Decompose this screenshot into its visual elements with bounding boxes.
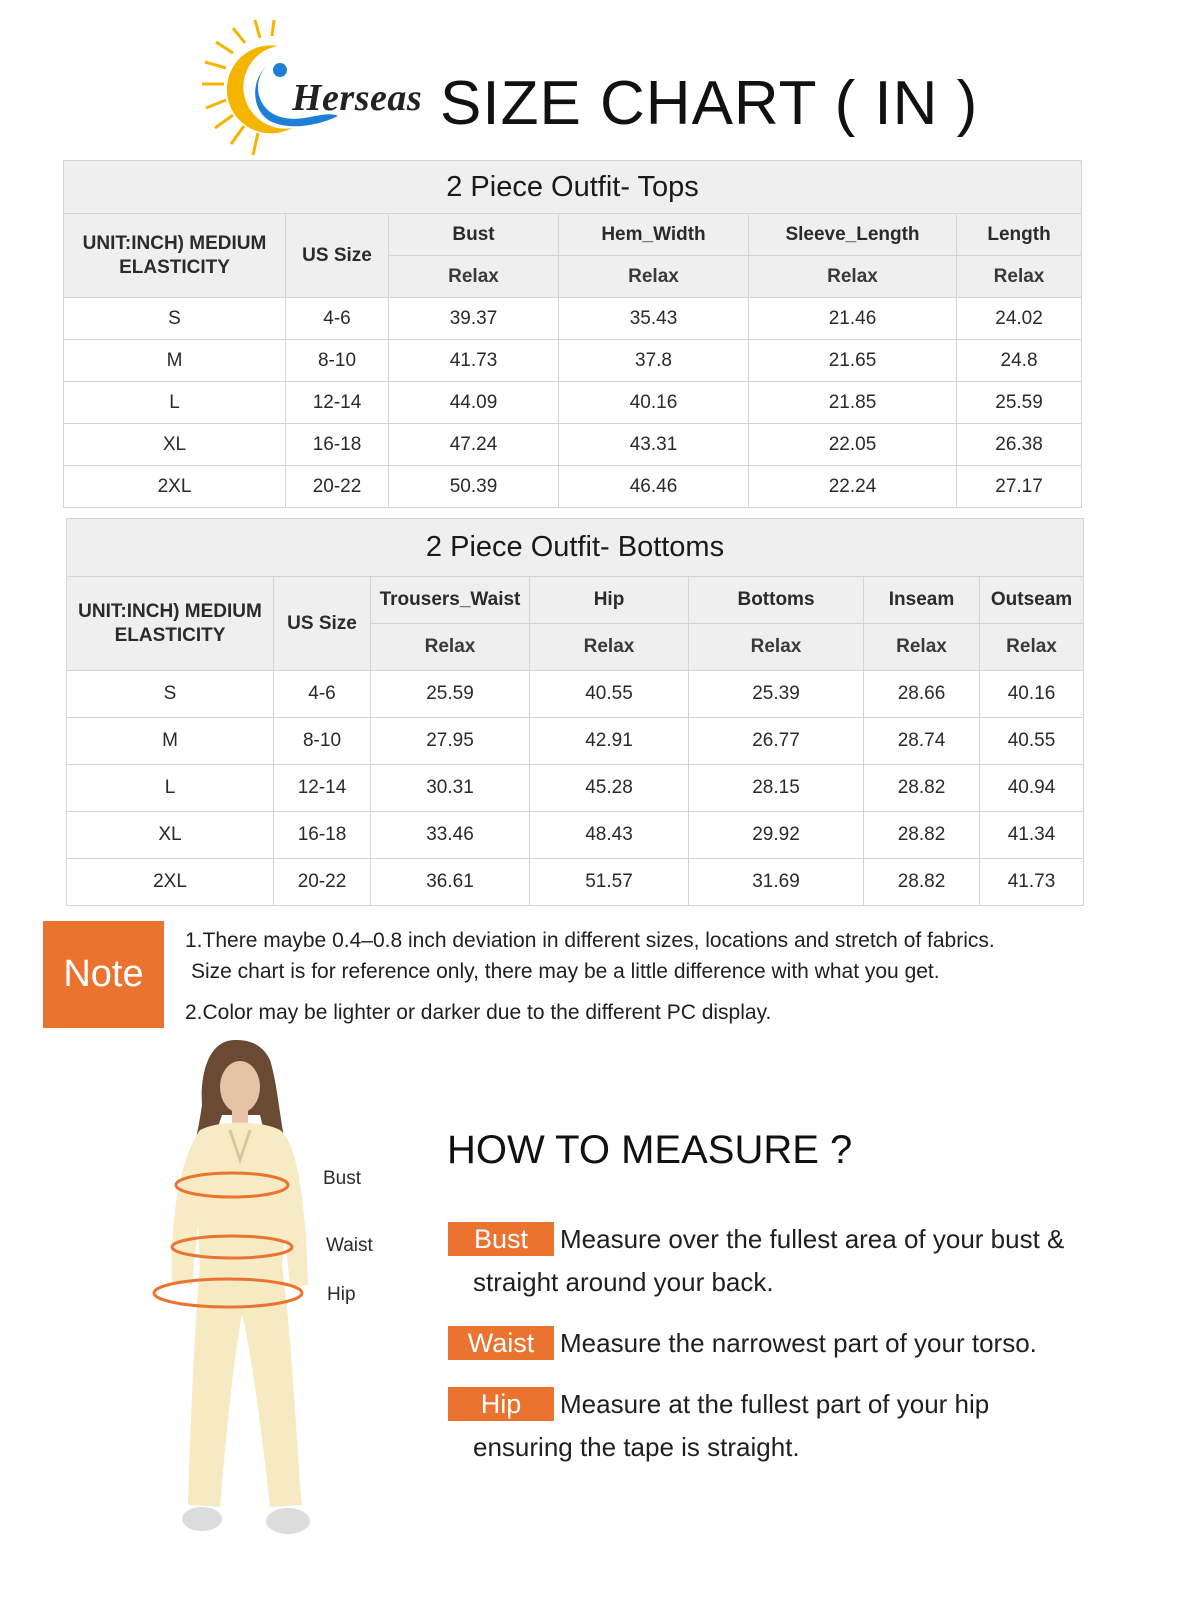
measurement-cell: 26.77: [689, 718, 864, 765]
table-row: [64, 340, 1082, 382]
measurement-cell: 47.24: [389, 424, 559, 466]
measurement-cell: 31.69: [689, 859, 864, 906]
measurement-cell: 25.39: [689, 671, 864, 718]
column-header: Hip: [530, 577, 689, 624]
brand-logo: [200, 18, 430, 163]
note-line-2: 2.Color may be lighter or darker due to the different PC display.: [185, 1001, 772, 1024]
tops-body: [64, 298, 1082, 508]
measurement-cell: 28.15: [689, 765, 864, 812]
us-size-cell: 4-6: [274, 671, 371, 718]
column-header: Bottoms: [689, 577, 864, 624]
us-size-cell: 16-18: [274, 812, 371, 859]
table-row: [64, 466, 1082, 508]
size-cell: M: [67, 718, 274, 765]
relax-subheader: Relax: [559, 256, 749, 298]
measurement-cell: 48.43: [530, 812, 689, 859]
measurement-cell: 43.31: [559, 424, 749, 466]
measurement-cell: 40.55: [980, 718, 1084, 765]
unit-label: UNIT:INCH) MEDIUM ELASTICITY: [67, 577, 274, 671]
size-cell: S: [67, 671, 274, 718]
measurement-cell: 24.02: [957, 298, 1082, 340]
bottoms-caption: 2 Piece Outfit- Bottoms: [67, 519, 1084, 577]
brand-name: Herseas: [292, 77, 423, 119]
measurement-cell: 41.34: [980, 812, 1084, 859]
measurement-cell: 44.09: [389, 382, 559, 424]
table-row: [67, 812, 1084, 859]
size-cell: M: [64, 340, 286, 382]
how-to-measure-title: HOW TO MEASURE ?: [447, 1128, 853, 1172]
measurement-cell: 45.28: [530, 765, 689, 812]
column-header: Sleeve_Length: [749, 214, 957, 256]
tops-size-table: [63, 160, 1082, 508]
relax-subheader: Relax: [689, 624, 864, 671]
us-size-cell: 12-14: [274, 765, 371, 812]
size-cell: XL: [67, 812, 274, 859]
measurement-cell: 28.82: [864, 765, 980, 812]
measurement-cell: 22.05: [749, 424, 957, 466]
model-figure: [130, 1035, 390, 1605]
measurement-cell: 41.73: [389, 340, 559, 382]
note-line-1: 1.There maybe 0.4–0.8 inch deviation in different sizes, locations and stretch of fabrics.: [185, 929, 995, 952]
measurement-cell: 27.17: [957, 466, 1082, 508]
table-row: [67, 765, 1084, 812]
table-row: [64, 424, 1082, 466]
size-cell: L: [67, 765, 274, 812]
us-size-cell: 8-10: [274, 718, 371, 765]
relax-subheader: Relax: [371, 624, 530, 671]
measurement-cell: 28.82: [864, 859, 980, 906]
relax-subheader: Relax: [749, 256, 957, 298]
measurement-cell: 50.39: [389, 466, 559, 508]
hip-desc-2: ensuring the tape is straight.: [473, 1432, 800, 1462]
us-size-cell: 4-6: [286, 298, 389, 340]
us-size-cell: 12-14: [286, 382, 389, 424]
relax-subheader: Relax: [389, 256, 559, 298]
column-header: Length: [957, 214, 1082, 256]
us-size-header: US Size: [274, 577, 371, 671]
measurement-cell: 40.55: [530, 671, 689, 718]
us-size-cell: 16-18: [286, 424, 389, 466]
measurement-cell: 26.38: [957, 424, 1082, 466]
bust-desc-2: straight around your back.: [473, 1267, 774, 1297]
measurement-cell: 25.59: [371, 671, 530, 718]
relax-subheader: Relax: [530, 624, 689, 671]
size-cell: 2XL: [67, 859, 274, 906]
measurement-cell: 27.95: [371, 718, 530, 765]
relax-subheader: Relax: [957, 256, 1082, 298]
measurement-cell: 42.91: [530, 718, 689, 765]
measurement-cell: 28.74: [864, 718, 980, 765]
column-header: Inseam: [864, 577, 980, 624]
measurement-cell: 24.8: [957, 340, 1082, 382]
hip-tag: Hip: [448, 1387, 554, 1421]
measurement-cell: 40.16: [559, 382, 749, 424]
measurement-cell: 28.66: [864, 671, 980, 718]
table-row: [67, 718, 1084, 765]
measurement-cell: 25.59: [957, 382, 1082, 424]
waist-tag: Waist: [448, 1326, 554, 1360]
bust-label: Bust: [323, 1168, 362, 1189]
note-badge: Note: [43, 921, 164, 1028]
measurement-cell: 22.24: [749, 466, 957, 508]
measurement-cell: 39.37: [389, 298, 559, 340]
measurement-cell: 36.61: [371, 859, 530, 906]
note-line-1b: Size chart is for reference only, there may be a little difference with what you get.: [191, 960, 940, 983]
size-cell: L: [64, 382, 286, 424]
measurement-cell: 46.46: [559, 466, 749, 508]
tops-caption: 2 Piece Outfit- Tops: [64, 161, 1082, 214]
bottoms-size-table: [66, 518, 1084, 906]
column-header: Outseam: [980, 577, 1084, 624]
table-row: [67, 859, 1084, 906]
measurement-cell: 33.46: [371, 812, 530, 859]
table-row: [64, 382, 1082, 424]
hip-desc-1: Measure at the fullest part of your hip: [560, 1389, 990, 1419]
relax-subheader: Relax: [864, 624, 980, 671]
measurement-cell: 29.92: [689, 812, 864, 859]
measurement-cell: 51.57: [530, 859, 689, 906]
size-cell: S: [64, 298, 286, 340]
waist-label: Waist: [326, 1235, 373, 1256]
hip-label: Hip: [327, 1284, 356, 1305]
column-header: Trousers_Waist: [371, 577, 530, 624]
relax-subheader: Relax: [980, 624, 1084, 671]
model-illustration: [130, 1035, 390, 1605]
column-header: Bust: [389, 214, 559, 256]
unit-label: UNIT:INCH) MEDIUM ELASTICITY: [64, 214, 286, 298]
measurement-cell: 21.85: [749, 382, 957, 424]
measurement-cell: 21.65: [749, 340, 957, 382]
table-row: [67, 671, 1084, 718]
page-title: SIZE CHART ( IN ): [440, 69, 979, 138]
measurement-cell: 30.31: [371, 765, 530, 812]
us-size-cell: 20-22: [286, 466, 389, 508]
measurement-cell: 37.8: [559, 340, 749, 382]
measurement-cell: 28.82: [864, 812, 980, 859]
size-cell: XL: [64, 424, 286, 466]
us-size-cell: 8-10: [286, 340, 389, 382]
measurement-cell: 41.73: [980, 859, 1084, 906]
size-cell: 2XL: [64, 466, 286, 508]
measurement-cell: 21.46: [749, 298, 957, 340]
us-size-header: US Size: [286, 214, 389, 298]
us-size-cell: 20-22: [274, 859, 371, 906]
waist-desc: Measure the narrowest part of your torso.: [560, 1328, 1037, 1358]
column-header: Hem_Width: [559, 214, 749, 256]
measurement-cell: 40.94: [980, 765, 1084, 812]
table-row: [64, 298, 1082, 340]
bust-tag: Bust: [448, 1222, 554, 1256]
bust-desc-1: Measure over the fullest area of your bust &: [560, 1224, 1065, 1254]
measurement-cell: 40.16: [980, 671, 1084, 718]
bottoms-body: [67, 671, 1084, 906]
measurement-cell: 35.43: [559, 298, 749, 340]
